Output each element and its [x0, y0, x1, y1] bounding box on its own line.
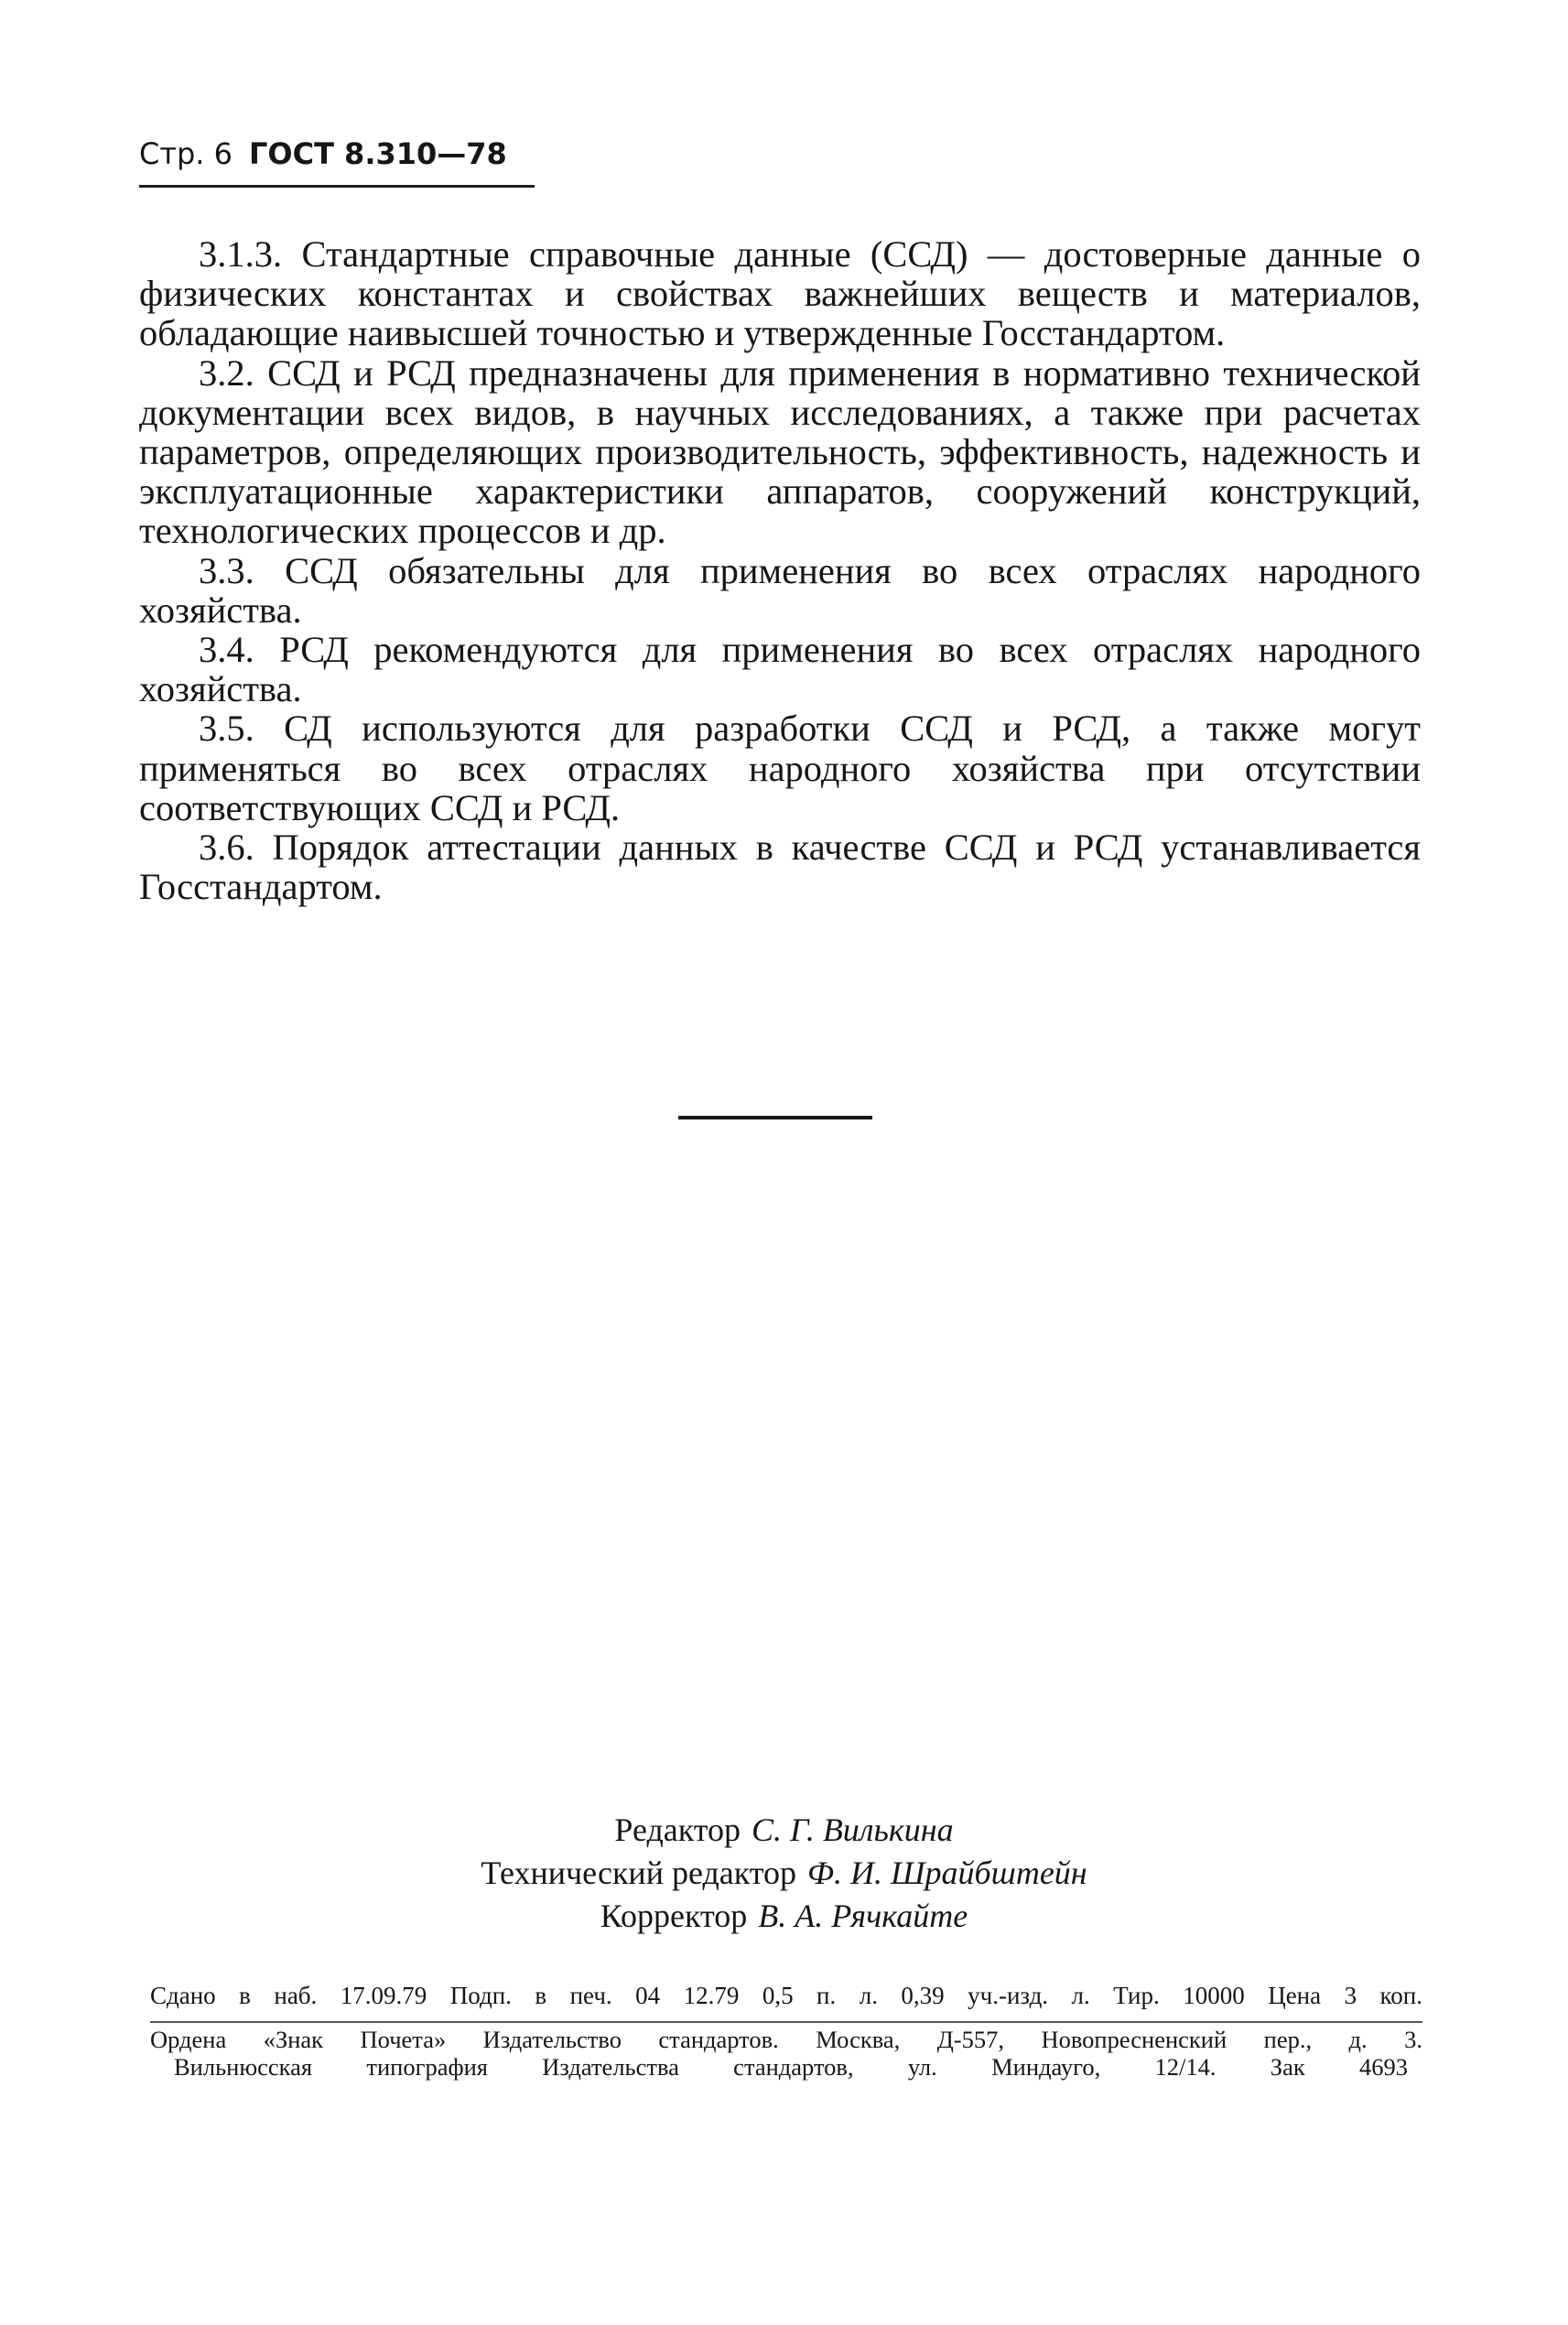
paragraph-3-5: 3.5. СД используются для разработки ССД и РСД, а также могут применяться во всех отраслях народного хозяйства при отсутствии соответствующих ССД и РСД. [139, 708, 1421, 828]
running-header [139, 135, 507, 172]
paragraph-3-6: 3.6. Порядок аттестации данных в качестве ССД и РСД устанавливается Госстандартом. [139, 827, 1421, 908]
header-underline [139, 185, 535, 188]
paragraph-3-3: 3.3. ССД обязательны для применения во всех отраслях народного хозяйства. [139, 549, 1421, 631]
imprint-print-details: Сдано в наб. 17.09.79 Подп. в печ. 04 12.79 0,5 п. л. 0,39 уч.-изд. л. Тир. 10000 Цена 3 коп. [150, 1982, 1422, 2009]
paragraph-3-4: 3.4. РСД рекомендуются для применения во всех отраслях народного хозяйства. [139, 629, 1421, 710]
imprint-printing-house: Вильнюсская типография Издательства стандартов, ул. Миндауго, 12/14. Зак 4693 [174, 2053, 1408, 2081]
credit-editor [0, 1809, 1568, 1852]
credit-technical-editor [0, 1852, 1568, 1895]
credit-role: Редактор [614, 1811, 741, 1848]
credit-proofreader [0, 1895, 1568, 1938]
body-text [139, 234, 1421, 906]
editorial-credits [0, 1809, 1568, 1938]
page-number: Стр. 6 [139, 136, 232, 171]
credit-name: Ф. И. Шрайбштейн [807, 1855, 1087, 1891]
credit-role: Корректор [600, 1898, 748, 1934]
credit-name: С. Г. Вилькина [752, 1811, 954, 1848]
imprint-publisher: Ордена «Знак Почета» Издательство стандартов. Москва, Д-557, Новопресненский пер., д. 3. [150, 2026, 1422, 2053]
imprint-divider [150, 2021, 1422, 2023]
paragraph-3-1-3: 3.1.3. Стандартные справочные данные (ССД) — достоверные данные о физических константах и свойствах важнейших веществ и материалов, обладающие наивысшей точностью и утвержденные Госстандартом. [139, 233, 1421, 354]
credit-name: В. А. Рячкайте [758, 1898, 968, 1934]
credit-role: Технический редактор [481, 1855, 797, 1891]
paragraph-3-2: 3.2. ССД и РСД предназначены для применения в нормативно технической документации всех видов, в научных исследованиях, а также при расчетах параметров, определяющих производительность, эффективность, надежность и эксплуатационные характеристики аппаратов, сооружений конструкций, технологических процессов и др. [139, 351, 1421, 552]
end-separator [678, 1116, 872, 1119]
standard-number: ГОСТ 8.310—78 [249, 136, 507, 171]
